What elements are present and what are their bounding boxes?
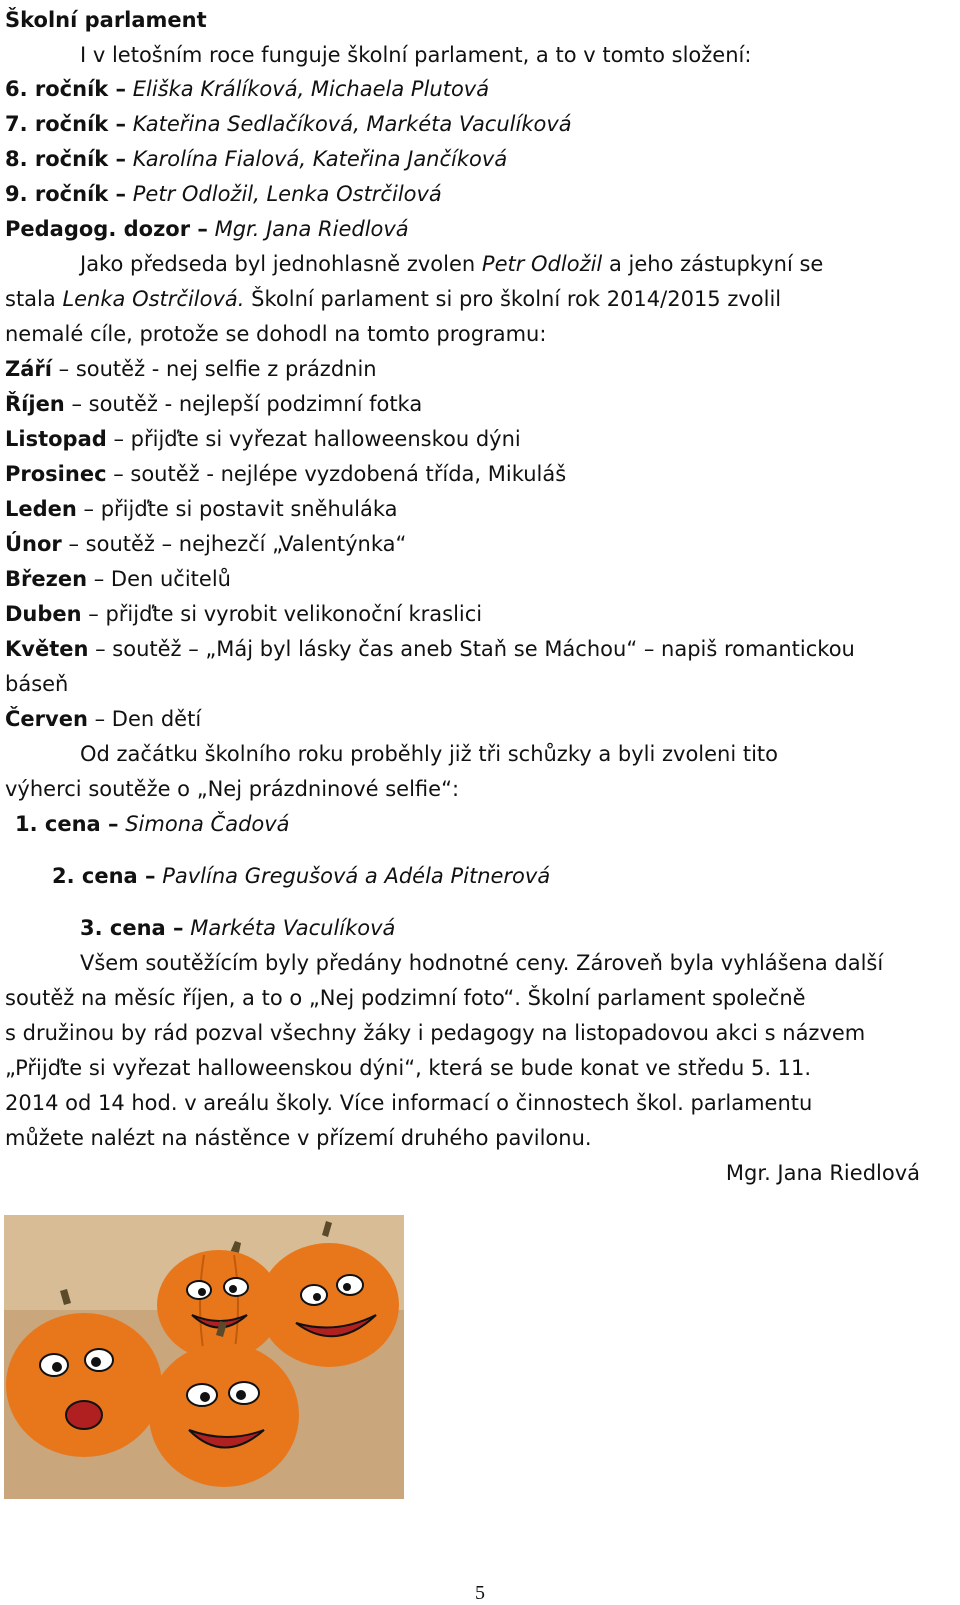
member-label: 9. ročník – <box>5 182 127 206</box>
closing-line: „Přijďte si vyřezat halloweenskou dýni“, která se bude konat ve středu 5. 11. <box>5 1056 812 1080</box>
program-row: Duben – přijďte si vyrobit velikonoční kraslici <box>5 602 483 626</box>
member-row <box>5 74 489 104</box>
program-row: báseň <box>5 672 69 696</box>
page-number: 5 <box>475 1582 485 1604</box>
prize-row: 1. cena – Simona Čadová <box>15 812 290 836</box>
program-row: Březen – Den učitelů <box>5 567 231 591</box>
program-row: Květen – soutěž – „Máj byl lásky čas aneb Staň se Máchou“ – napiš romantickou <box>5 637 855 661</box>
member-names: Mgr. Jana Riedlová <box>214 217 409 241</box>
page-title: Školní parlament <box>5 8 207 32</box>
election-line: stala Lenka Ostrčilová. Školní parlament si pro školní rok 2014/2015 zvolil <box>5 287 782 311</box>
program-row: Leden – přijďte si postavit sněhuláka <box>5 497 398 521</box>
program-row: Prosinec – soutěž - nejlépe vyzdobená třída, Mikuláš <box>5 462 567 486</box>
member-row <box>5 214 409 244</box>
election-line: nemalé cíle, protože se dohodl na tomto programu: <box>5 322 547 346</box>
program-row: Červen – Den dětí <box>5 707 202 731</box>
program-row: Únor – soutěž – nejhezčí „Valentýnka“ <box>5 532 407 556</box>
member-names: Petr Odložil, Lenka Ostrčilová <box>132 182 442 206</box>
member-label: 7. ročník – <box>5 112 127 136</box>
prize-row: 2. cena – Pavlína Gregušová a Adéla Pitnerová <box>52 864 551 888</box>
results-intro: výherci soutěže o „Nej prázdninové selfie“: <box>5 777 460 801</box>
program-row: Říjen – soutěž - nejlepší podzimní fotka <box>5 392 423 416</box>
closing-line: soutěž na měsíc říjen, a to o „Nej podzimní foto“. Školní parlament společně <box>5 986 806 1010</box>
member-row <box>5 109 572 139</box>
member-names: Eliška Králíková, Michaela Plutová <box>132 77 490 101</box>
closing-line: s družinou by rád pozval všechny žáky i pedagogy na listopadovou akci s názvem <box>5 1021 866 1045</box>
results-intro: Od začátku školního roku proběhly již tři schůzky a byli zvoleni tito <box>80 742 779 766</box>
closing-line: Všem soutěžícím byly předány hodnotné ceny. Zároveň byla vyhlášena další <box>80 951 884 975</box>
member-label: Pedagog. dozor – <box>5 217 208 241</box>
pumpkins-photo <box>4 1215 404 1499</box>
closing-line: 2014 od 14 hod. v areálu školy. Více informací o činnostech škol. parlamentu <box>5 1091 813 1115</box>
intro-text: I v letošním roce funguje školní parlament, a to v tomto složení: <box>80 43 752 67</box>
member-row <box>5 144 507 174</box>
closing-line: můžete nalézt na nástěnce v přízemí druhého pavilonu. <box>5 1126 592 1150</box>
program-row: Září – soutěž - nej selfie z prázdnin <box>5 357 377 381</box>
election-line: Jako předseda byl jednohlasně zvolen Petr Odložil a jeho zástupkyní se <box>80 252 824 276</box>
member-names: Kateřina Sedlačíková, Markéta Vaculíková <box>132 112 572 136</box>
member-row <box>5 179 442 209</box>
member-label: 6. ročník – <box>5 77 127 101</box>
member-names: Karolína Fialová, Kateřina Jančíková <box>132 147 508 171</box>
prize-row: 3. cena – Markéta Vaculíková <box>80 916 396 940</box>
member-label: 8. ročník – <box>5 147 127 171</box>
signature: Mgr. Jana Riedlová <box>725 1161 920 1185</box>
program-row: Listopad – přijďte si vyřezat halloweenskou dýni <box>5 427 521 451</box>
